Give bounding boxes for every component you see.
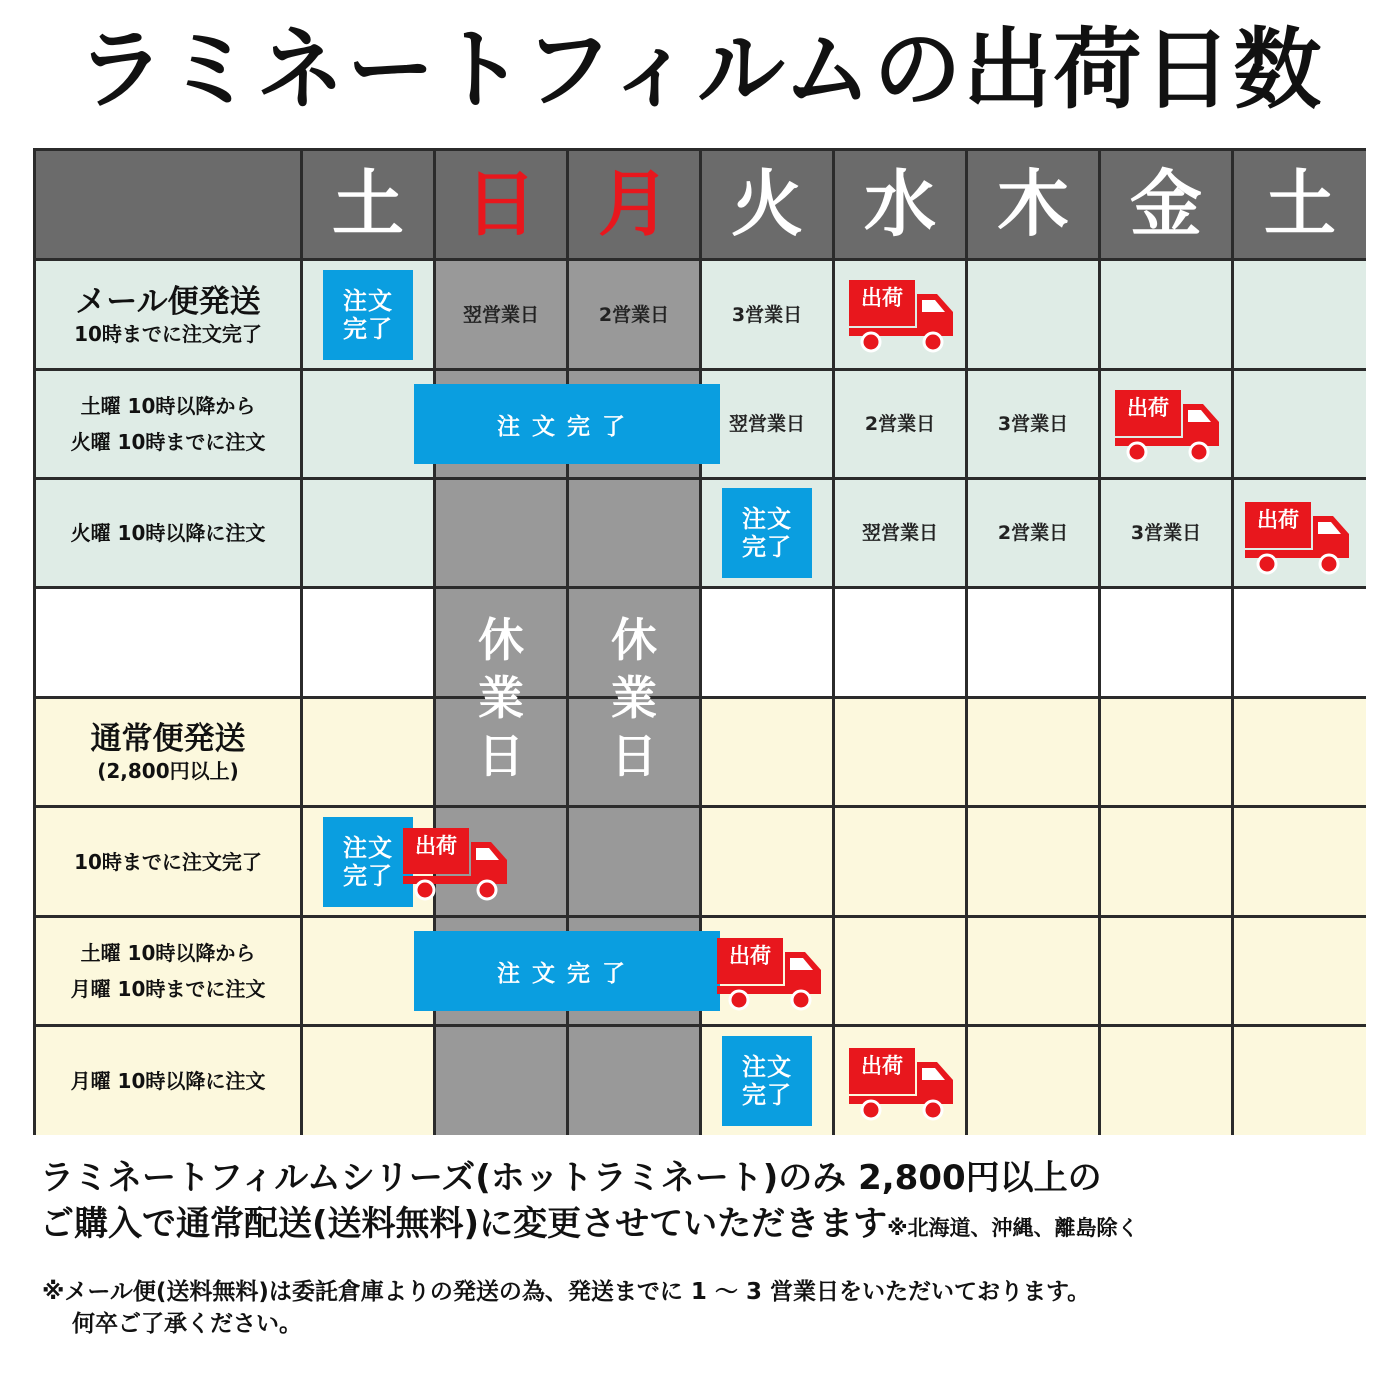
table-cell (303, 589, 433, 696)
ship-label: 出荷 (861, 286, 903, 310)
row-label: 土曜 10時以降から (80, 941, 256, 965)
table-cell (968, 808, 1098, 915)
header-cell (36, 151, 300, 258)
business-day-label: 2営業日 (864, 413, 936, 435)
row-label: 火曜 10時までに注文 (70, 430, 266, 454)
business-day-label: 3営業日 (731, 303, 803, 326)
mail-delivery-note-line1: ※メール便(送料無料)は委託倉庫よりの発送の為、発送までに 1 〜 3 営業日をいただいております。 (42, 1279, 1091, 1305)
ship-label: 出荷 (1127, 396, 1169, 420)
page-title: ラミネートフィルムの出荷日数 (76, 18, 1324, 121)
header-cell (569, 151, 699, 258)
table-cell (835, 589, 965, 696)
business-day-label: 翌営業日 (728, 413, 805, 435)
table-cell (569, 480, 699, 586)
order-complete-badge: 注文 完了 (323, 270, 413, 360)
table-cell (436, 1027, 566, 1135)
day-of-week-label: 日 (464, 162, 537, 246)
header-cell (835, 151, 965, 258)
table-cell (303, 699, 433, 805)
table-cell (968, 589, 1098, 696)
row-label: 10時までに注文完了 (74, 849, 262, 874)
closed-day-label: 休 業 日 (611, 613, 657, 783)
table-cell (1234, 699, 1366, 805)
table-cell (1234, 261, 1366, 368)
normal-row-label-2 (36, 918, 300, 1024)
table-cell (968, 918, 1098, 1024)
table-cell (1234, 1027, 1366, 1135)
table-cell (1101, 261, 1231, 368)
business-day-label: 2営業日 (598, 303, 670, 326)
row-label: 火曜 10時以降に注文 (70, 521, 266, 545)
table-cell (968, 261, 1098, 368)
table-cell (1234, 589, 1366, 696)
mail-delivery-note-line2: 何卒ご了承ください。 (72, 1311, 302, 1337)
mail-delivery-note (42, 1276, 1372, 1340)
table-cell (702, 808, 832, 915)
header-cell (968, 151, 1098, 258)
table-cell (702, 589, 832, 696)
normal-section-title: 通常便発送 (90, 721, 246, 757)
shipping-truck-icon (849, 1046, 955, 1122)
ship-label: 出荷 (861, 1054, 903, 1078)
table-cell (835, 699, 965, 805)
shipping-truck-icon (1245, 500, 1351, 576)
shipping-note (40, 1155, 1380, 1251)
table-cell (569, 1027, 699, 1135)
row-label: 土曜 10時以降から (80, 394, 256, 418)
table-cell (1234, 371, 1366, 477)
business-day-label: 3営業日 (997, 413, 1069, 435)
business-day-label: 翌営業日 (861, 522, 938, 544)
header-cell (1101, 151, 1231, 258)
table-cell (835, 808, 965, 915)
table-cell (968, 699, 1098, 805)
shipping-note-line2-main: ご購入で通常配送(送料無料)に変更させていただきます (40, 1204, 888, 1244)
order-complete-band: 注文完了 (414, 384, 720, 464)
table-cell (1101, 918, 1231, 1024)
day-of-week-label: 土 (331, 162, 404, 246)
order-complete-band: 注文完了 (414, 931, 720, 1011)
table-cell (569, 808, 699, 915)
ship-label: 出荷 (729, 944, 771, 968)
table-cell (1101, 1027, 1231, 1135)
table-cell (1101, 589, 1231, 696)
day-of-week-label: 土 (1263, 162, 1336, 246)
header-cell (702, 151, 832, 258)
header-cell (436, 151, 566, 258)
header-cell (303, 151, 433, 258)
normal-row-label-1 (36, 808, 300, 915)
header-cell (1234, 151, 1366, 258)
normal-section-subtitle: (2,800円以上) (97, 759, 239, 783)
closed-day-label: 休 業 日 (478, 613, 524, 783)
ship-label: 出荷 (1257, 508, 1299, 532)
day-of-week-label: 火 (730, 162, 803, 246)
table-cell (702, 699, 832, 805)
day-of-week-label: 金 (1129, 162, 1202, 246)
mail-section-title: メール便発送 (75, 283, 261, 320)
table-cell (436, 480, 566, 586)
day-of-week-label: 月 (597, 162, 670, 246)
day-of-week-label: 木 (996, 162, 1069, 246)
shipping-truck-icon (717, 936, 823, 1012)
business-day-label: 2営業日 (997, 522, 1069, 544)
day-of-week-label: 水 (863, 162, 936, 246)
table-cell (1234, 918, 1366, 1024)
shipping-note-line1: ラミネートフィルムシリーズ(ホットラミネート)のみ 2,800円以上の (40, 1158, 1102, 1198)
shipping-truck-icon (849, 278, 955, 354)
row-label: 10時までに注文完了 (74, 321, 262, 346)
normal-section-label (36, 699, 300, 805)
order-complete-badge: 注文 完了 (722, 488, 812, 578)
row-label: 月曜 10時までに注文 (70, 977, 266, 1001)
mail-row-label-1 (36, 261, 300, 368)
shipping-truck-icon (1115, 388, 1221, 464)
table-cell (1234, 808, 1366, 915)
table-cell (968, 1027, 1098, 1135)
shipping-note-line2 (40, 1201, 1380, 1251)
shipping-schedule-table (33, 148, 1366, 1135)
table-cell (303, 480, 433, 586)
order-complete-badge: 注文 完了 (722, 1036, 812, 1126)
order-complete-badge: 注文 完了 (323, 817, 413, 907)
mail-row-label-2 (36, 371, 300, 477)
normal-row-label-3 (36, 1027, 300, 1135)
ship-label: 出荷 (415, 834, 457, 858)
row-label: 月曜 10時以降に注文 (70, 1069, 266, 1093)
shipping-note-exclusion: ※北海道、沖縄、離島除く (887, 1216, 1139, 1240)
shipping-truck-icon (403, 826, 509, 902)
table-cell (36, 589, 300, 696)
mail-row-label-3 (36, 480, 300, 586)
business-day-label: 翌営業日 (462, 303, 539, 326)
table-cell (303, 1027, 433, 1135)
business-day-label: 3営業日 (1130, 522, 1202, 544)
table-cell (1101, 808, 1231, 915)
table-cell (835, 918, 965, 1024)
table-cell (1101, 699, 1231, 805)
